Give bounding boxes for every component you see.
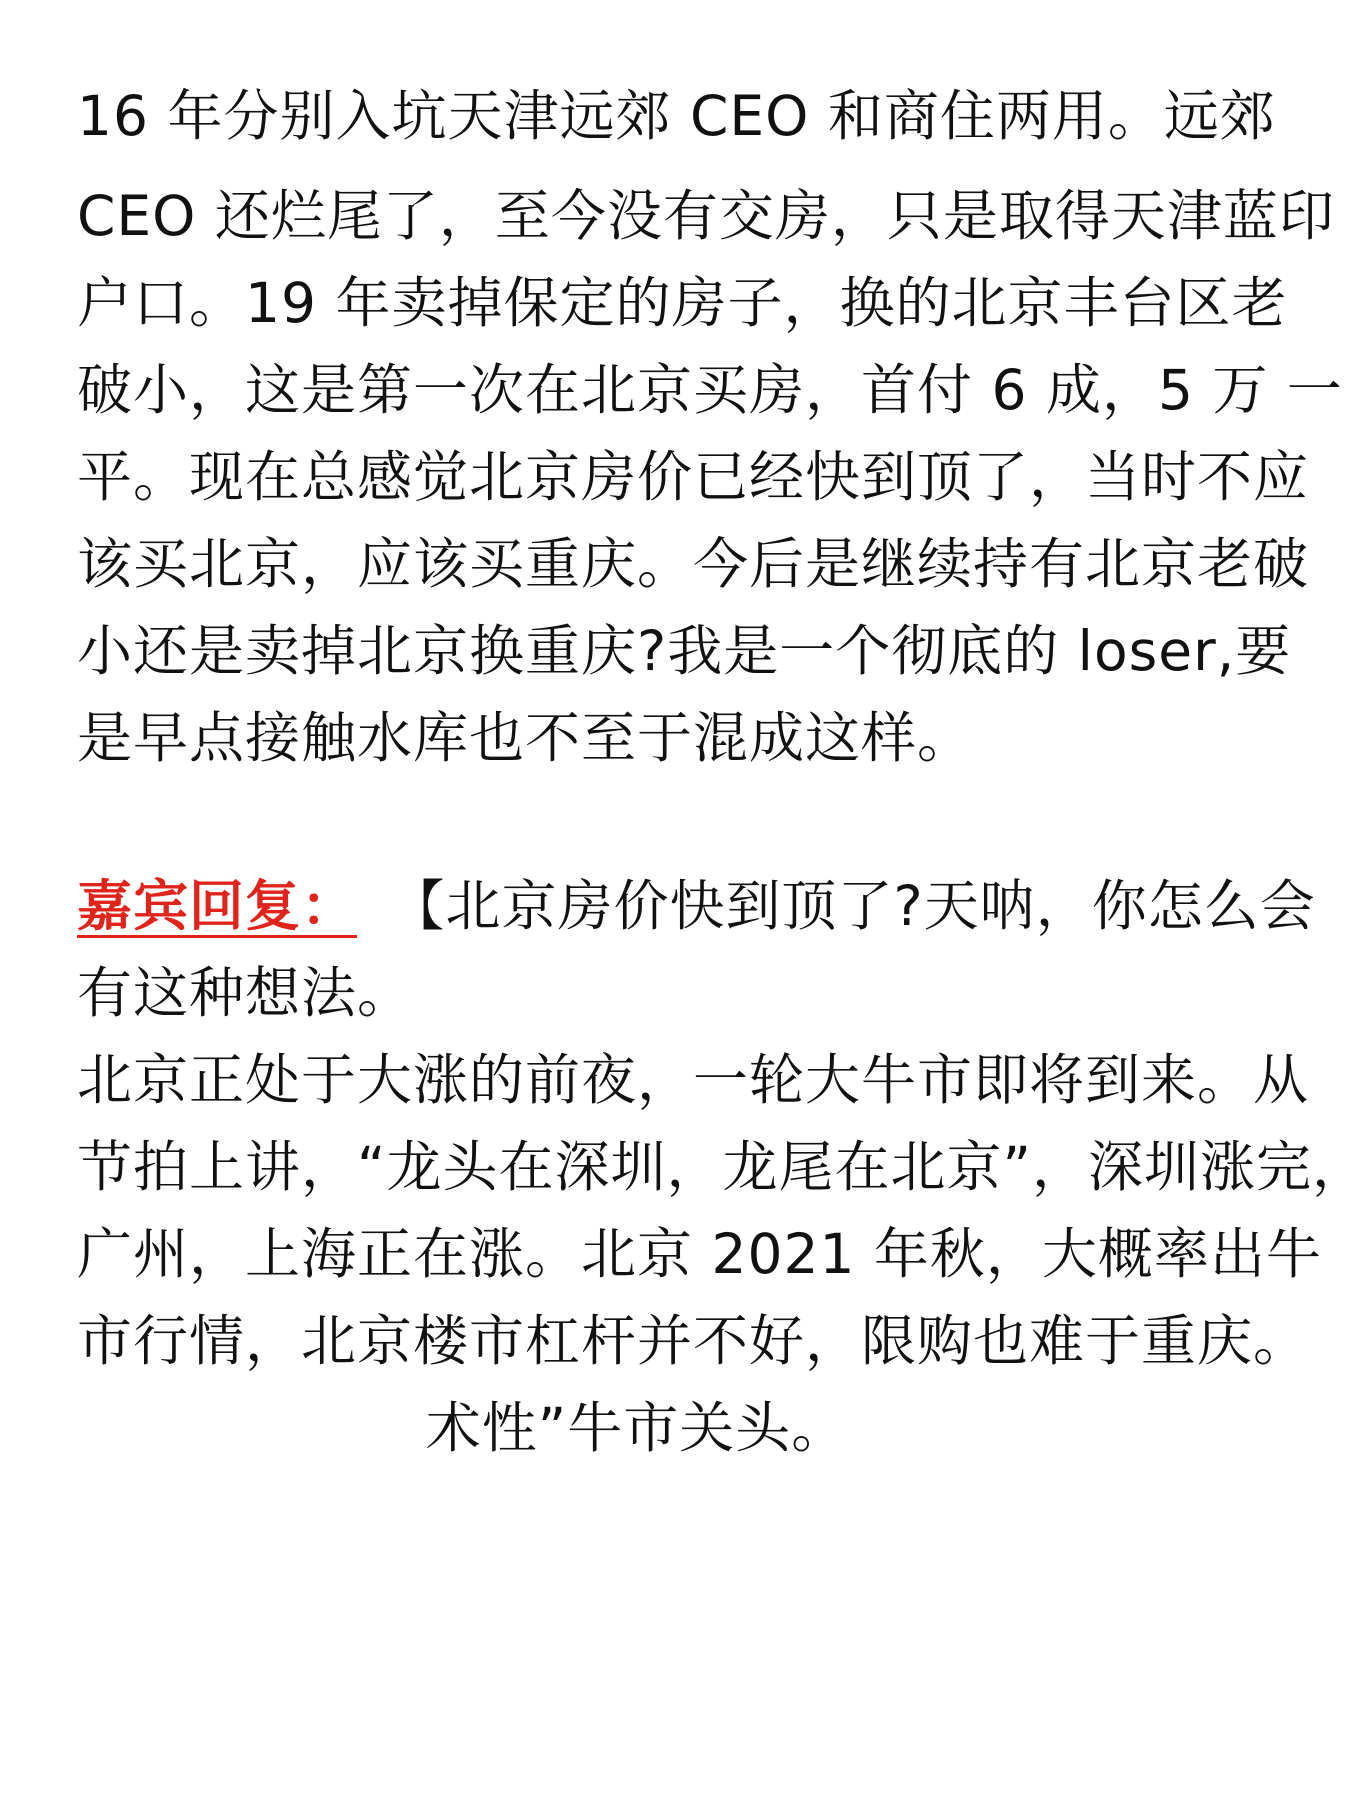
question-line-6: 该买北京，应该买重庆。今后是继续持有北京老破 [77,532,1310,596]
question-line-2: CEO 还烂尾了，至今没有交房，只是取得天津蓝印 [77,184,1335,248]
question-line-1: 16 年分别入坑天津远郊 CEO 和商住两用。远郊 [77,84,1276,148]
reply-line-2: 有这种想法。 [77,961,414,1025]
question-line-5: 平。现在总感觉北京房价已经快到顶了，当时不应 [77,445,1310,509]
reply-first-line [77,873,1316,939]
reply-line-5: 广州，上海正在涨。北京 2021 年秋，大概率出牛 [77,1222,1322,1286]
question-line-7: 小还是卖掉北京换重庆?我是一个彻底的 loser,要 [77,619,1292,683]
question-line-4: 破小，这是第一次在北京买房，首付 6 成，5 万 一 [77,358,1343,422]
reply-line-4: 节拍上讲，“龙头在深圳，龙尾在北京”，深圳涨完， [77,1135,1368,1199]
guest-reply-label: 嘉宾回复： [77,874,358,938]
reply-line-3: 北京正处于大涨的前夜，一轮大牛市即将到来。从 [77,1048,1310,1112]
question-line-3: 户口。19 年卖掉保定的房子，换的北京丰台区老 [77,271,1288,335]
reply-line-7: 术性”牛市关头。 [425,1396,848,1460]
reply-line-6: 市行情，北京楼市杠杆并不好，限购也难于重庆。 [77,1309,1310,1373]
question-line-8: 是早点接触水库也不至于混成这样。 [77,706,974,770]
reply-first-line-text: 【北京房价快到顶了?天呐，你怎么会 [417,874,1316,938]
